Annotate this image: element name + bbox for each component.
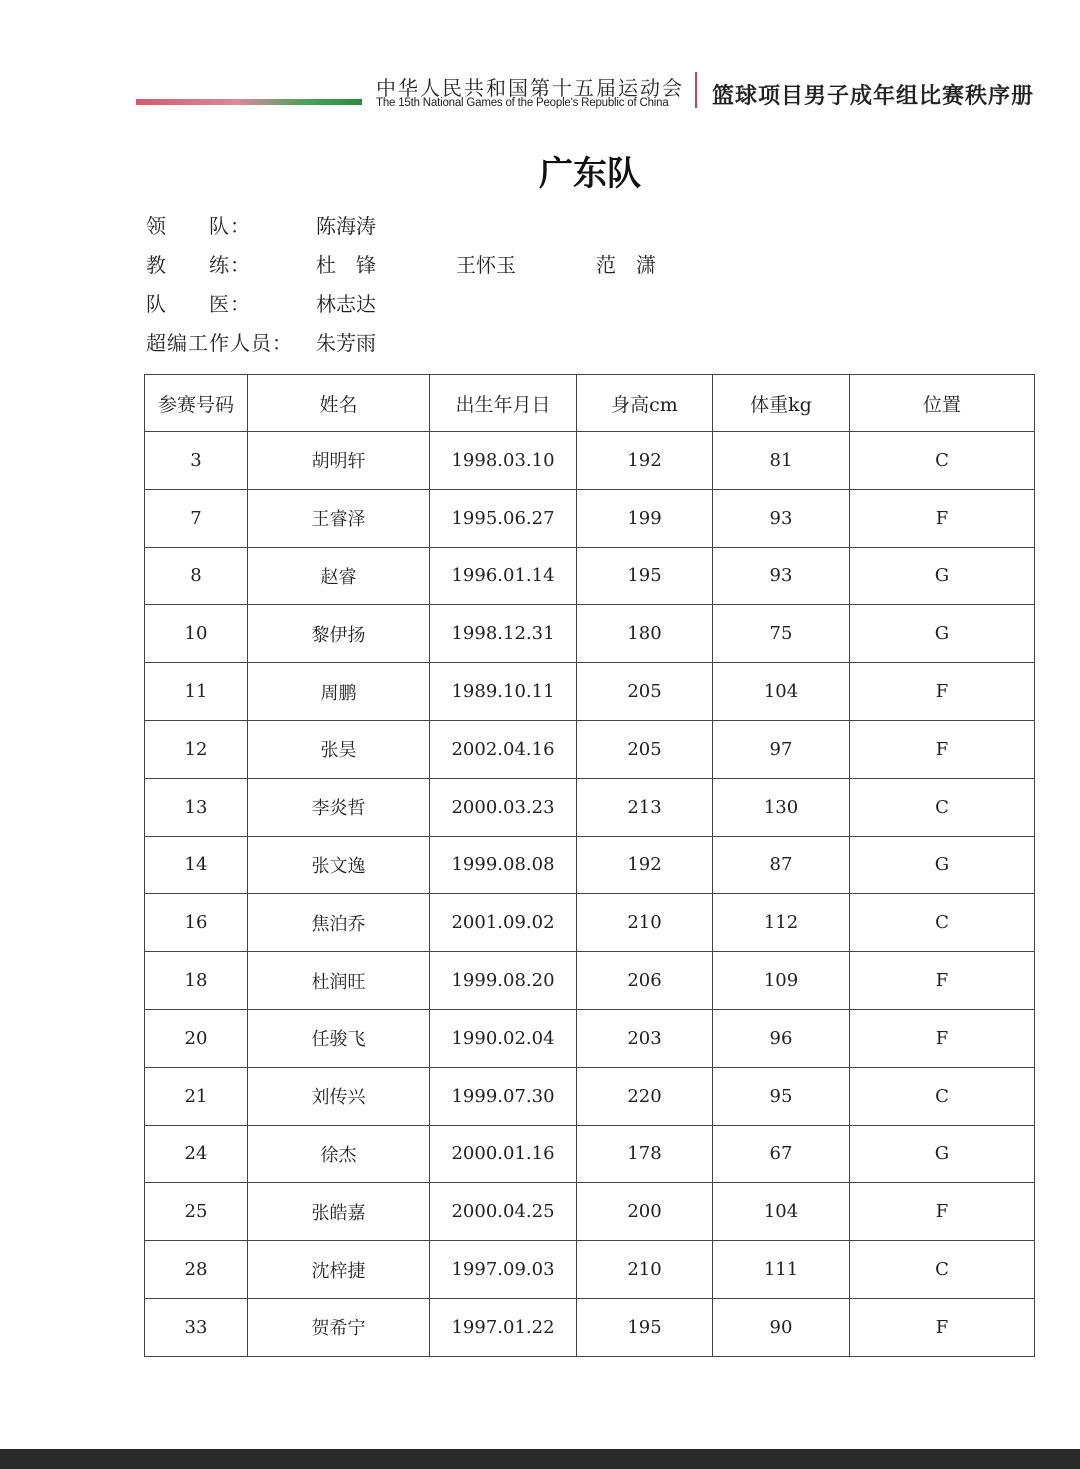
player-position: G [850,605,1035,663]
player-name: 贺希宁 [248,1298,430,1356]
player-height: 200 [577,1183,713,1241]
staff-coach-name: 杜 锋 [316,253,376,277]
table-row [145,836,1035,894]
table-row [145,1067,1035,1125]
table-row [145,432,1035,490]
player-number: 7 [145,489,248,547]
roster-table [144,374,1035,1357]
player-height: 199 [577,489,713,547]
player-number: 14 [145,836,248,894]
player-birthdate: 1990.02.04 [430,1009,577,1067]
table-row [145,1009,1035,1067]
player-birthdate: 1999.08.20 [430,952,577,1010]
player-height: 210 [577,894,713,952]
player-number: 13 [145,778,248,836]
player-height: 203 [577,1009,713,1067]
table-row [145,1183,1035,1241]
player-position: F [850,663,1035,721]
player-number: 11 [145,663,248,721]
player-number: 33 [145,1298,248,1356]
player-name: 周鹏 [248,663,430,721]
player-position: G [850,547,1035,605]
player-birthdate: 1998.03.10 [430,432,577,490]
player-weight: 109 [713,952,850,1010]
event-title-cn: 中华人民共和国第十五届运动会 [376,76,684,100]
player-number: 25 [145,1183,248,1241]
player-number: 10 [145,605,248,663]
player-weight: 90 [713,1298,850,1356]
player-weight: 111 [713,1241,850,1299]
player-number: 12 [145,720,248,778]
player-weight: 67 [713,1125,850,1183]
player-weight: 96 [713,1009,850,1067]
player-name: 张皓嘉 [248,1183,430,1241]
player-name: 焦泊乔 [248,894,430,952]
table-row [145,894,1035,952]
roster-header-row [145,375,1035,432]
player-weight: 104 [713,663,850,721]
player-position: F [850,489,1035,547]
player-birthdate: 1997.09.03 [430,1241,577,1299]
player-height: 195 [577,1298,713,1356]
player-number: 21 [145,1067,248,1125]
table-row [145,720,1035,778]
column-header-height: 身高cm [577,375,713,432]
player-position: G [850,1125,1035,1183]
player-birthdate: 1997.01.22 [430,1298,577,1356]
staff-extra-label: 超编工作人员： [146,331,293,355]
player-weight: 112 [713,894,850,952]
player-weight: 81 [713,432,850,490]
player-height: 213 [577,778,713,836]
table-row [145,952,1035,1010]
player-height: 180 [577,605,713,663]
player-weight: 87 [713,836,850,894]
player-weight: 75 [713,605,850,663]
player-name: 李炎哲 [248,778,430,836]
player-name: 刘传兴 [248,1067,430,1125]
player-birthdate: 2002.04.16 [430,720,577,778]
table-row [145,778,1035,836]
player-name: 任骏飞 [248,1009,430,1067]
table-row [145,1241,1035,1299]
player-number: 28 [145,1241,248,1299]
player-position: F [850,1298,1035,1356]
player-name: 张文逸 [248,836,430,894]
player-height: 192 [577,432,713,490]
player-position: C [850,1241,1035,1299]
column-header-number: 参赛号码 [145,375,248,432]
player-position: C [850,894,1035,952]
bottom-bar [0,1449,1080,1469]
staff-extra-name: 朱芳雨 [316,331,376,355]
player-number: 3 [145,432,248,490]
player-name: 徐杰 [248,1125,430,1183]
player-position: F [850,1009,1035,1067]
player-number: 8 [145,547,248,605]
event-title-en: The 15th National Games of the People's Republic of China [376,97,669,109]
player-position: C [850,432,1035,490]
player-birthdate: 1999.08.08 [430,836,577,894]
player-name: 王睿泽 [248,489,430,547]
player-number: 18 [145,952,248,1010]
player-number: 20 [145,1009,248,1067]
player-height: 178 [577,1125,713,1183]
player-weight: 95 [713,1067,850,1125]
player-number: 16 [145,894,248,952]
player-position: G [850,836,1035,894]
player-weight: 93 [713,547,850,605]
player-birthdate: 1996.01.14 [430,547,577,605]
player-name: 胡明轩 [248,432,430,490]
player-height: 205 [577,720,713,778]
team-title: 广东队 [539,154,641,194]
player-birthdate: 1999.07.30 [430,1067,577,1125]
header-color-bar [136,99,362,105]
player-name: 杜润旺 [248,952,430,1010]
player-height: 210 [577,1241,713,1299]
player-height: 192 [577,836,713,894]
player-birthdate: 2000.03.23 [430,778,577,836]
player-height: 206 [577,952,713,1010]
column-header-weight: 体重kg [713,375,850,432]
player-birthdate: 1995.06.27 [430,489,577,547]
table-row [145,663,1035,721]
staff-doctor-name: 林志达 [316,292,376,316]
player-number: 24 [145,1125,248,1183]
player-birthdate: 1998.12.31 [430,605,577,663]
player-height: 220 [577,1067,713,1125]
player-birthdate: 2001.09.02 [430,894,577,952]
player-position: F [850,952,1035,1010]
player-birthdate: 2000.04.25 [430,1183,577,1241]
column-header-position: 位置 [850,375,1035,432]
player-weight: 97 [713,720,850,778]
staff-coach-label: 教 练： [146,253,251,277]
player-weight: 130 [713,778,850,836]
player-name: 赵睿 [248,547,430,605]
player-position: C [850,778,1035,836]
player-weight: 93 [713,489,850,547]
player-position: F [850,720,1035,778]
staff-leader-label: 领 队： [146,214,251,238]
staff-leader-name: 陈海涛 [316,214,376,238]
table-row [145,547,1035,605]
player-name: 沈梓捷 [248,1241,430,1299]
player-name: 黎伊扬 [248,605,430,663]
table-row [145,605,1035,663]
roster-body [145,432,1035,1357]
player-position: F [850,1183,1035,1241]
header-separator [695,72,697,108]
column-header-birthdate: 出生年月日 [430,375,577,432]
player-height: 195 [577,547,713,605]
column-header-name: 姓名 [248,375,430,432]
player-position: C [850,1067,1035,1125]
player-height: 205 [577,663,713,721]
staff-coach-name: 范 潇 [596,253,656,277]
player-birthdate: 2000.01.16 [430,1125,577,1183]
table-row [145,1298,1035,1356]
table-row [145,489,1035,547]
staff-coach-name: 王怀玉 [456,253,516,277]
player-birthdate: 1989.10.11 [430,663,577,721]
player-weight: 104 [713,1183,850,1241]
staff-doctor-label: 队 医： [146,292,251,316]
player-name: 张昊 [248,720,430,778]
booklet-title: 篮球项目男子成年组比赛秩序册 [712,84,1035,109]
table-row [145,1125,1035,1183]
